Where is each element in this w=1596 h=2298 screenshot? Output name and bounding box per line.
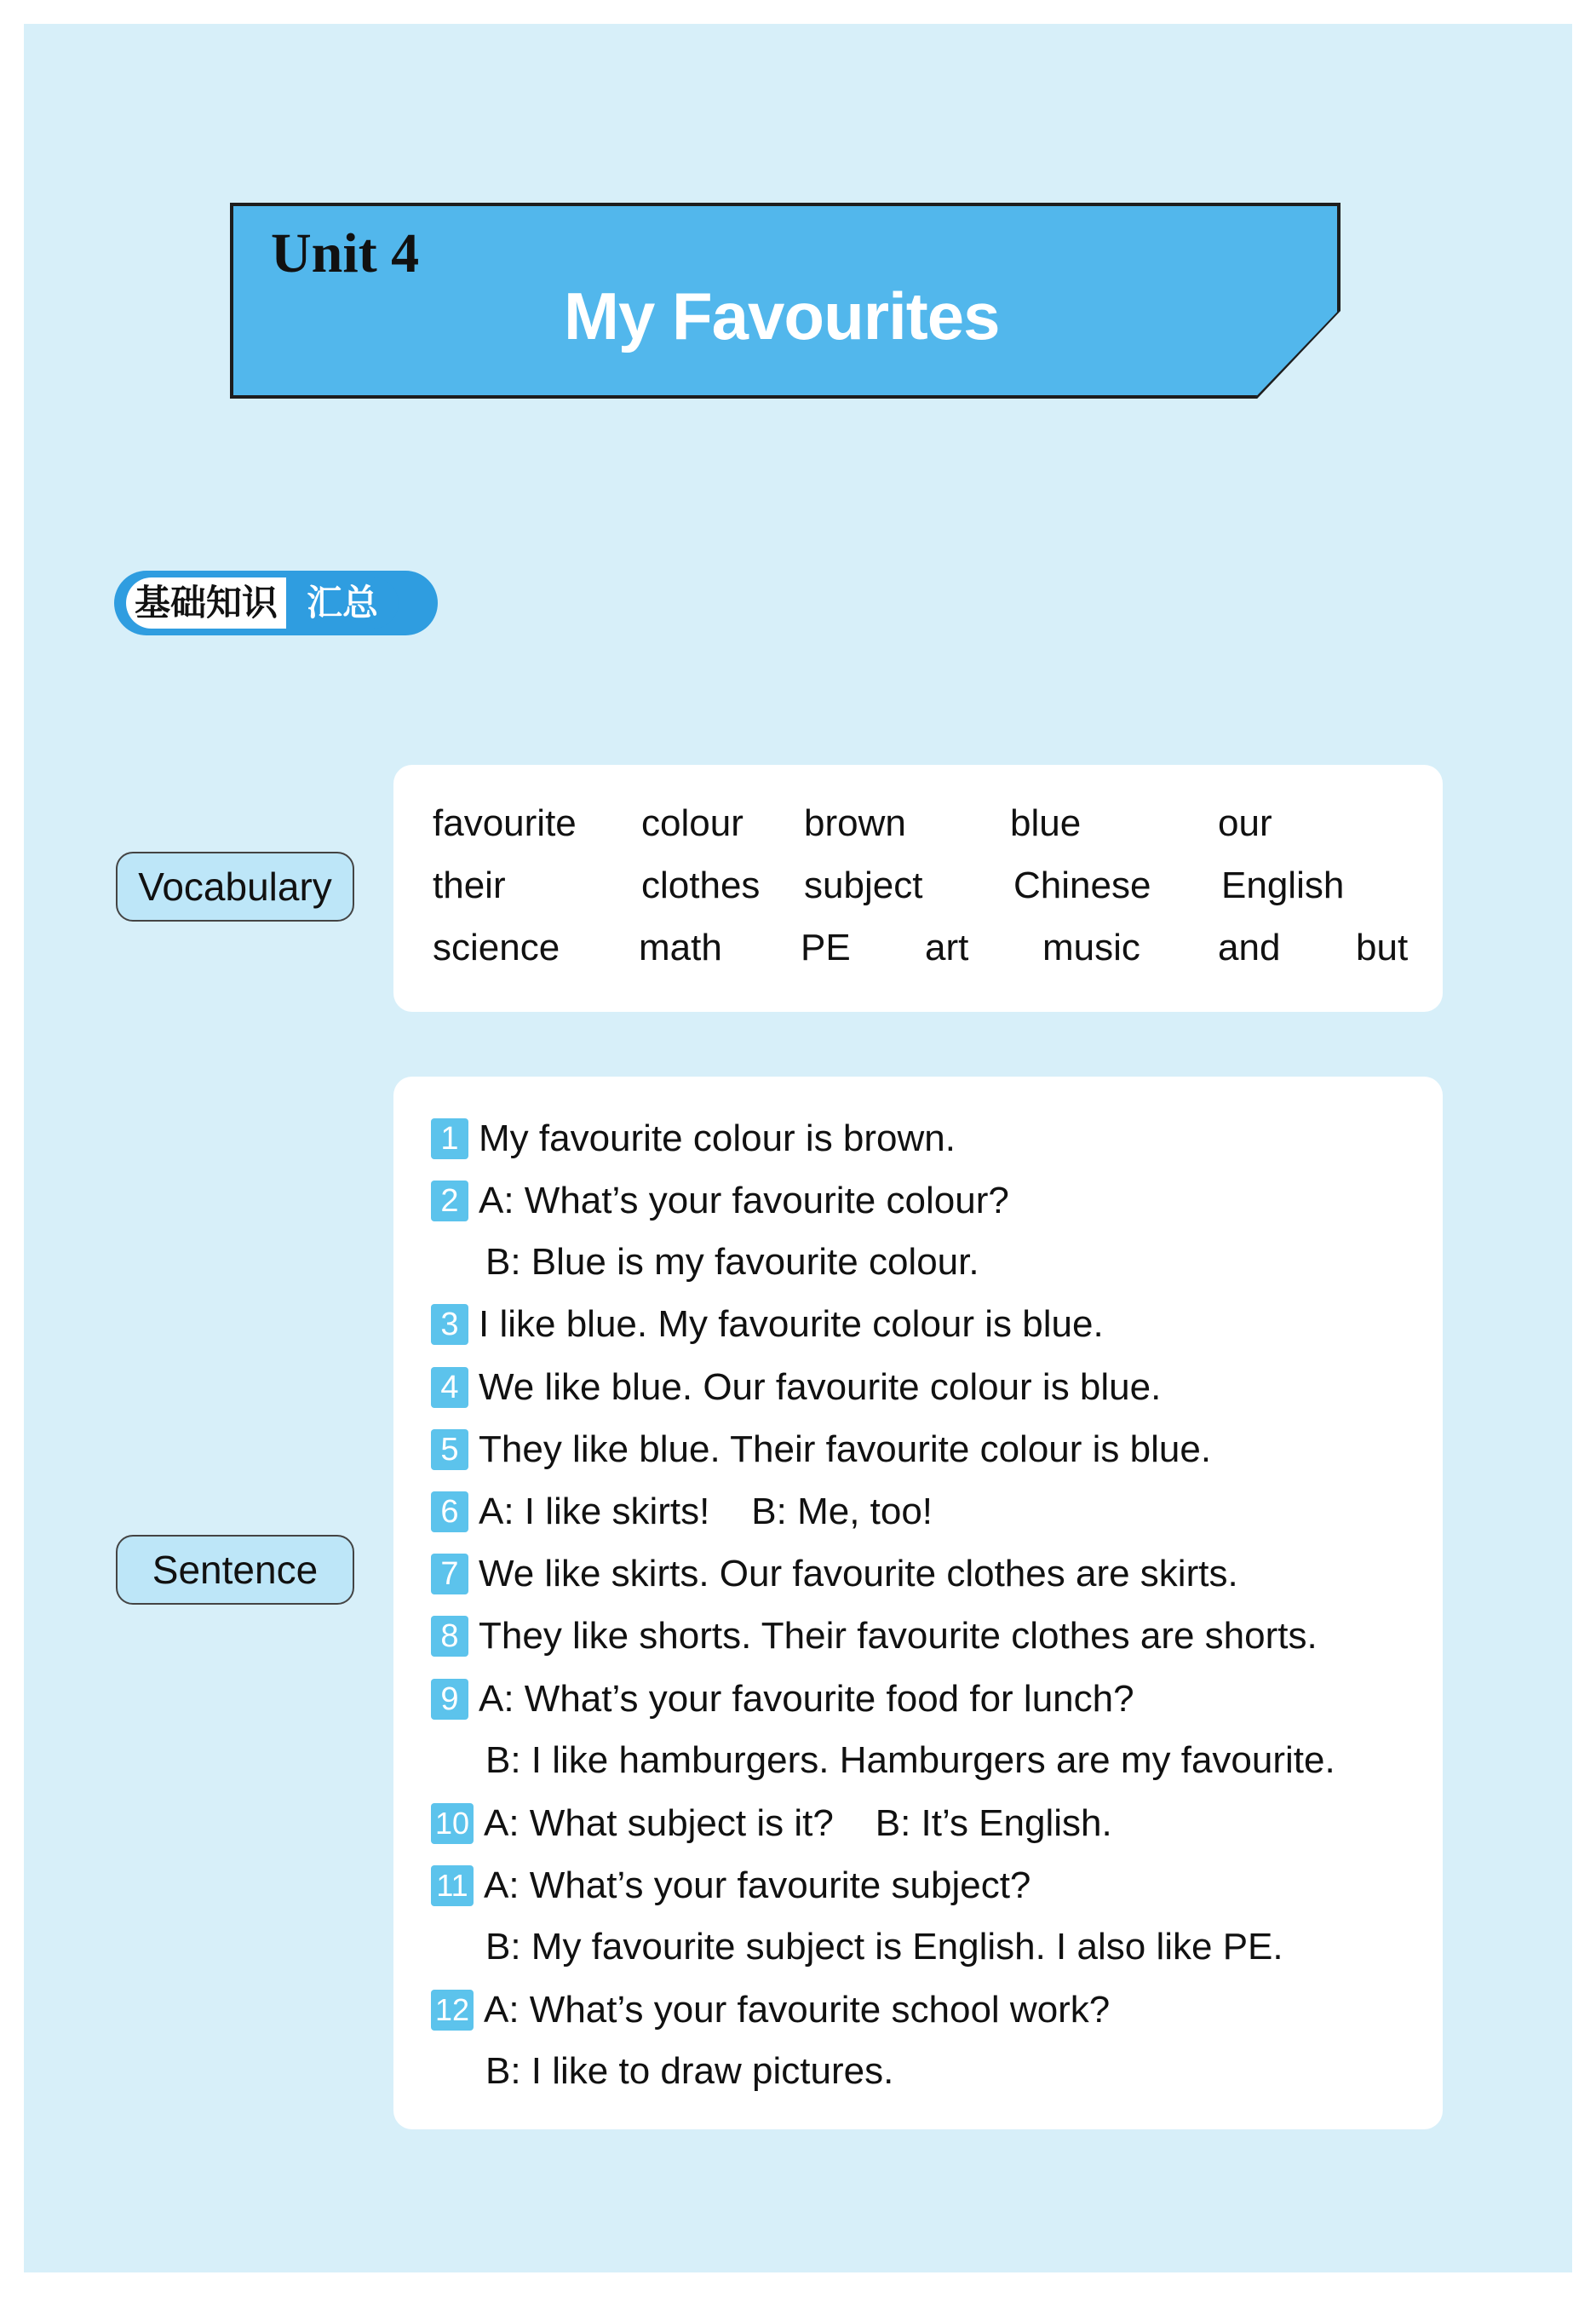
unit-title: My Favourites [564, 279, 1000, 353]
sentence-item-continuation [485, 1739, 1335, 1782]
vocab-word: PE [801, 927, 851, 968]
sentence-item [431, 1678, 1134, 1721]
vocab-word: science [433, 927, 560, 968]
number-badge: 11 [431, 1865, 474, 1906]
sentence-item [431, 1428, 1211, 1471]
sentence-item [431, 1303, 1104, 1346]
vocab-word: Chinese [1013, 865, 1151, 906]
sentence-item [431, 1864, 1031, 1907]
number-badge: 4 [431, 1367, 468, 1408]
vocab-word: music [1042, 927, 1140, 968]
number-badge: 6 [431, 1491, 468, 1532]
vocab-word: art [925, 927, 969, 968]
sentence-item [431, 1366, 1161, 1409]
sentence-item [431, 1180, 1009, 1222]
sentence-text: We like skirts. Our favourite clothes are skirts. [479, 1553, 1238, 1594]
sentence-text: B: I like to draw pictures. [485, 2050, 894, 2092]
sentence-text: My favourite colour is brown. [479, 1117, 956, 1159]
sentence-item-continuation [485, 2050, 893, 2093]
number-badge: 9 [431, 1679, 468, 1720]
sentence-text: A: What’s your favourite school work? [484, 1989, 1111, 2031]
sentence-item-continuation [485, 1926, 1283, 1968]
number-badge: 1 [431, 1118, 468, 1159]
sentence-item [431, 1553, 1238, 1595]
sentence-card [393, 1077, 1443, 2129]
vocab-word: their [433, 865, 506, 906]
sentence-text: A: What’s your favourite food for lunch? [479, 1678, 1134, 1720]
number-badge: 7 [431, 1554, 468, 1594]
vocab-word: our [1218, 802, 1272, 844]
sentence-text: A: What subject is it? B: It’s English. [484, 1802, 1112, 1844]
sentence-item [431, 1802, 1112, 1845]
sentence-text: B: I like hamburgers. Hamburgers are my favourite. [485, 1739, 1335, 1781]
sentence-text: They like blue. Their favourite colour is blue. [479, 1428, 1212, 1470]
vocab-word: subject [804, 865, 923, 906]
sentence-item [431, 1491, 933, 1533]
vocabulary-label: Vocabulary [116, 852, 354, 922]
number-badge: 2 [431, 1181, 468, 1221]
sentence-item [431, 1117, 956, 1160]
number-badge: 8 [431, 1616, 468, 1657]
vocab-word: brown [804, 802, 906, 844]
sentence-text: I like blue. My favourite colour is blue. [479, 1303, 1104, 1345]
vocab-word: favourite [433, 802, 577, 844]
number-badge: 12 [431, 1990, 474, 2031]
sentence-item-continuation [485, 1241, 979, 1284]
vocab-word: blue [1010, 802, 1082, 844]
section-heading-right: 汇总 [286, 577, 399, 629]
sentence-text: A: What’s your favourite subject? [484, 1864, 1031, 1906]
sentence-text: They like shorts. Their favourite clothes are shorts. [479, 1615, 1318, 1657]
vocab-word: and [1218, 927, 1281, 968]
sentence-item [431, 1615, 1318, 1657]
unit-label: Unit 4 [271, 222, 420, 284]
section-heading-left: 基础知识 [126, 577, 286, 629]
sentence-text: A: What’s your favourite colour? [479, 1180, 1009, 1221]
number-badge: 10 [431, 1803, 474, 1844]
sentence-label: Sentence [116, 1535, 354, 1605]
number-badge: 3 [431, 1304, 468, 1345]
sentence-text: B: Blue is my favourite colour. [485, 1241, 979, 1283]
vocab-word: English [1221, 865, 1345, 906]
section-heading [114, 571, 438, 635]
vocab-word: math [639, 927, 722, 968]
sentence-text: B: My favourite subject is English. I also like PE. [485, 1926, 1283, 1968]
sentence-text: We like blue. Our favourite colour is blue. [479, 1366, 1162, 1408]
vocab-word: but [1356, 927, 1409, 968]
vocab-word: colour [641, 802, 743, 844]
number-badge: 5 [431, 1429, 468, 1470]
vocab-word: clothes [641, 865, 761, 906]
sentence-item [431, 1989, 1110, 2031]
sentence-text: A: I like skirts! B: Me, too! [479, 1491, 933, 1532]
